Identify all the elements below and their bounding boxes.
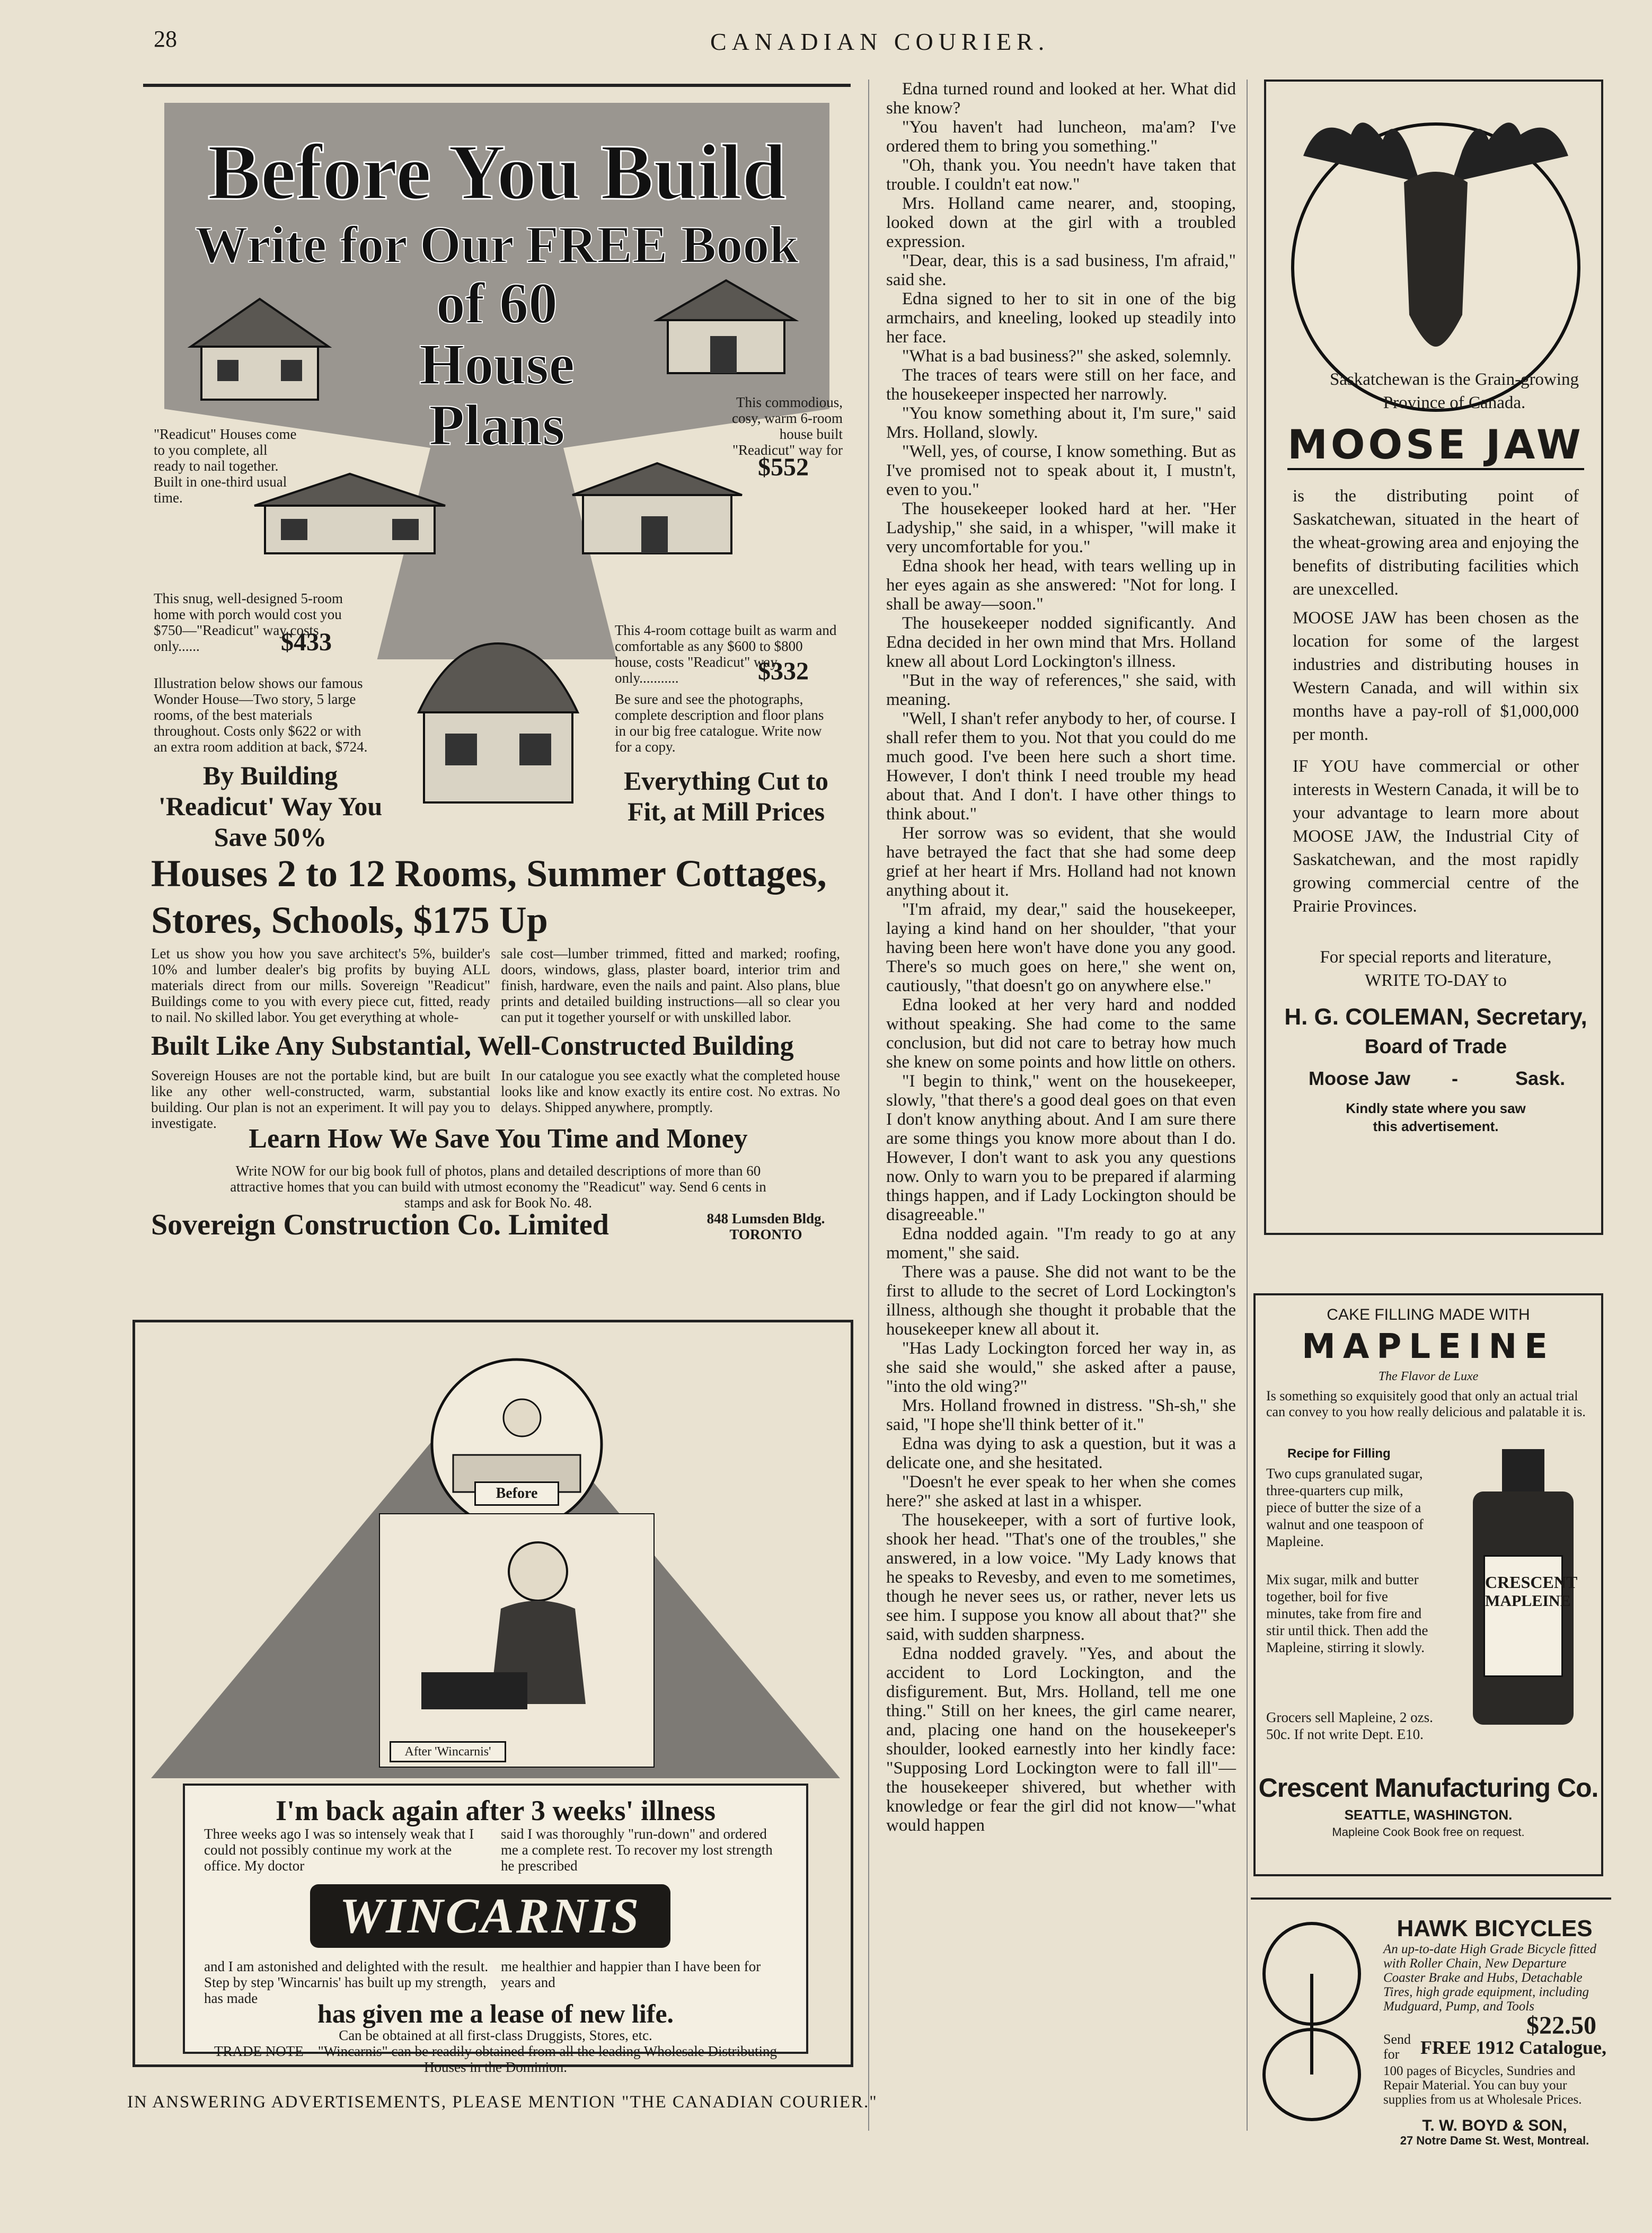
price-332: $332 xyxy=(758,657,809,685)
hawk-catalogue: FREE 1912 Catalogue, xyxy=(1420,2037,1606,2058)
slogan-save-50: By Building 'Readicut' Way You Save 50% xyxy=(158,761,383,852)
story-paragraph: "You know something about it, I'm sure," said Mrs. Holland, slowly. xyxy=(886,404,1236,442)
story-paragraph: Edna was dying to ask a question, but it was a delicate one, and she hesitated. xyxy=(886,1434,1236,1472)
story-paragraph: "What is a bad business?" she asked, solemnly. xyxy=(902,347,1232,366)
mapleine-city: SEATTLE, WASHINGTON. xyxy=(1344,1807,1513,1823)
mapleine-recipe1: Two cups granulated sugar, three-quarters cup milk, piece of butter the size of a walnut and one teaspoon of Mapleine. xyxy=(1266,1466,1424,1549)
mapleine-recipe-head: Recipe for Filling xyxy=(1287,1446,1391,1461)
story-paragraph: "Well, I shan't refer anybody to her, of course. I shall refer them to you. Not that you could do me much good. I've been here such a short time. However, I don't think I need trouble my head about that. And I don't. I have other things to think about." xyxy=(886,709,1236,824)
story-column xyxy=(886,80,1236,1835)
price-552: $552 xyxy=(758,453,809,481)
house-illustration-cottage xyxy=(567,458,747,559)
para1-right: sale cost—lumber trimmed, fitted and marked; roofing, doors, windows, glass, plaster board, interior trim and finish, hardware, even the nails and paint. Also plans, blue prints and detailed building instructions—all so clear you can put it together yourself or with unskilled labor. xyxy=(501,946,840,1025)
bottle-label-brand: CRESCENT xyxy=(1485,1573,1578,1592)
story-paragraph: Edna signed to her to sit in one of the big armchairs, and kneeling, looked up steadily into her face. xyxy=(886,289,1236,347)
sovereign-company: Sovereign Construction Co. Limited xyxy=(151,1208,609,1241)
wincarnis-ad xyxy=(132,1320,853,2075)
column-rule-right xyxy=(1247,80,1248,2131)
house-illustration-left xyxy=(180,288,339,405)
learn-heading: Learn How We Save You Time and Money xyxy=(249,1124,748,1154)
mapleine-ad xyxy=(1253,1293,1603,1876)
caption-332: This 4-room cottage built as warm and comfortable as any $600 to $800 house, costs "Readicut" way only........... xyxy=(615,622,837,686)
moose-para1: is the distributing point of Saskatchewan, situated in the heart of the wheat-growing area and enjoying the benefits of distributing facilities which are unexcelled. xyxy=(1293,487,1579,599)
moose-note: Kindly state where you saw this advertisement. xyxy=(1346,1100,1526,1134)
hawk-catalogue-body: 100 pages of Bicycles, Sundries and Repair Material. You can buy your supplies from us at Wholesale Prices. xyxy=(1383,2064,1582,2107)
wincarnis-para-left: Three weeks ago I was so intensely weak that I could not possibly continue my work at the office. My doctor xyxy=(204,1826,474,1874)
page-number: 28 xyxy=(154,26,177,52)
story-paragraph: "Well, yes, of course, I know something. But as I've promised not to speak about it, I mustn't, even to you." xyxy=(886,442,1236,499)
caption-552: This commodious, cosy, warm 6-room house built "Readicut" way for xyxy=(732,394,843,458)
mapleine-grocers: Grocers sell Mapleine, 2 ozs. 50c. If not write Dept. E10. xyxy=(1266,1709,1433,1742)
wincarnis-obtain: Can be obtained at all first-class Druggists, Stores, etc. xyxy=(339,2027,652,2043)
column-rule-left xyxy=(868,80,869,2131)
wincarnis-typist-illustration xyxy=(379,1513,655,1768)
hawk-send-for: Send for xyxy=(1383,2032,1411,2062)
story-paragraph: Edna nodded gravely. "Yes, and about the accident to Lord Lockington, and the disfigurement. But, Mrs. Holland, tell me one thing." Still on her knees, the girl came nearer, and, placing one hand on the housekeeper's shoulder, looked earnestly into her kindly face: "Supposing Lord Lockington were to fall ill"—the housekeeper shivered, but whether with knowledge or fear the girl did not know—"what would happen xyxy=(886,1644,1236,1835)
wincarnis-tagline: has given me a lease of new life. xyxy=(317,1999,674,2028)
para2-right: In our catalogue you see exactly what the completed house looks like and know exactly its entire cost. No extras. No delays. Shipped anywhere, promptly. xyxy=(501,1067,840,1115)
para1-left: Let us show you how you save architect's 5%, builder's 10% and lumber dealer's big profits by buying ALL materials direct from our mills. Sovereign "Readicut" Buildings come to you with every piece cut, fitted, ready to nail. No skilled labor. You get everything at whole- xyxy=(151,946,490,1025)
mapleine-recipe2: Mix sugar, milk and butter together, boil for five minutes, take from fire and stir until thick. Then add the Mapleine, stirring it slowly. xyxy=(1266,1572,1428,1655)
mapleine-title: MAPLEINE xyxy=(1302,1327,1555,1366)
hawk-company: T. W. BOYD & SON, xyxy=(1422,2117,1567,2134)
mapleine-intro: Is something so exquisitely good that only an actual trial can convey to you how really delicious and palatable it is. xyxy=(1266,1388,1586,1419)
house-illustration-right xyxy=(647,272,806,378)
wincarnis-para2-right: me healthier and happier than I have been for years and xyxy=(501,1958,761,1990)
slogan-mill-prices: Everything Cut to Fit, at Mill Prices xyxy=(623,766,829,826)
story-paragraph: "Doesn't he ever speak to her when she comes here?" she asked at last in a whisper. xyxy=(886,1472,1236,1511)
masthead: CANADIAN COURIER. xyxy=(710,28,1050,55)
moose-para4: For special reports and literature, WRITE TO-DAY to xyxy=(1320,948,1552,990)
sovereign-headline: Before You Build xyxy=(207,128,787,216)
sovereign-address: 848 Lumsden Bldg. TORONTO xyxy=(706,1211,825,1242)
label-after: After 'Wincarnis' xyxy=(390,1741,506,1762)
houses-heading: Houses 2 to 12 Rooms, Summer Cottages, Stores, Schools, $175 Up xyxy=(151,852,827,941)
price-433: $433 xyxy=(281,628,332,656)
moose-contact-city: Moose Jaw xyxy=(1309,1067,1411,1089)
para2-left: Sovereign Houses are not the portable kind, but are built like any other well-constructed, warm, substantial building. Our plan is not an experiment. It will pay you to investigate. xyxy=(151,1067,490,1131)
moose-contact-name: H. G. COLEMAN, Secretary, xyxy=(1284,1004,1587,1030)
wincarnis-para-right: said I was thoroughly "run-down" and ordered me a complete rest. To recover my lost strength he prescribed xyxy=(501,1826,773,1874)
story-paragraph: Edna nodded again. "I'm ready to go at any moment," she said. xyxy=(886,1224,1236,1263)
wincarnis-logo-box xyxy=(310,1884,670,1948)
wincarnis-headline: I'm back again after 3 weeks' illness xyxy=(275,1795,715,1826)
sovereign-headline-of60: of 60 xyxy=(436,271,558,336)
sovereign-headline-plans: Plans xyxy=(429,393,565,457)
bottle-label-product: MAPLEINE xyxy=(1485,1592,1571,1610)
wincarnis-trade-note: TRADE NOTE—"Wincarnis" can be readily obtained from all the leading Wholesale Distributing Houses in the Dominion. xyxy=(214,2043,777,2075)
story-paragraph: The traces of tears were still on her face, and the housekeeper inspected her narrowly. xyxy=(886,366,1236,404)
hawk-price: $22.50 xyxy=(1526,2011,1596,2040)
house-illustration-wonder xyxy=(403,633,594,808)
story-paragraph: Edna looked at her very hard and nodded without speaking. She had come to the same conclusion, but did not care to betray how much she knew on some points and how little on others. xyxy=(886,995,1236,1072)
hawk-address: 27 Notre Dame St. West, Montreal. xyxy=(1400,2134,1589,2147)
moose-intro: Saskatchewan is the Grain-growing Province of Canada. xyxy=(1329,370,1579,412)
story-paragraph: Mrs. Holland frowned in distress. "Sh-sh," she said, "I hope she'll think better of it." xyxy=(886,1396,1236,1434)
moose-contact-org: Board of Trade xyxy=(1364,1036,1507,1058)
hawk-bicycles-ad xyxy=(1251,1897,1611,2147)
story-paragraph: Edna turned round and looked at her. What did she know? xyxy=(886,80,1236,118)
story-paragraph: "Oh, thank you. You needn't have taken that trouble. I couldn't eat now." xyxy=(886,156,1236,194)
moose-para3: IF YOU have commercial or other interests in Western Canada, it will be to your advantage to learn more about MOOSE JAW, the Industrial City of Saskatchewan, and the most rapidly growing commercial centre of the Prairie Provinces. xyxy=(1293,757,1579,916)
mapleine-bottle xyxy=(1462,1449,1584,1725)
story-paragraph: Edna shook her head, with tears welling up in her eyes again as she answered: "Not for long. I shall be away—soon." xyxy=(886,557,1236,614)
page-footer: IN ANSWERING ADVERTISEMENTS, PLEASE MENTION "THE CANADIAN COURIER." xyxy=(127,2093,878,2112)
wincarnis-before-illustration xyxy=(421,1354,612,1534)
built-heading: Built Like Any Substantial, Well-Constructed Building xyxy=(151,1031,794,1061)
story-paragraph: "I'm afraid, my dear," said the housekeeper, laying a kind hand on her shoulder, "that your having been here won't have done you any good. There's so much goes on here," she went on, cautiously, "that doesn't go on anywhere else." xyxy=(886,900,1236,995)
moose-contact-dash: - xyxy=(1452,1067,1458,1089)
moose-para2: MOOSE JAW has been chosen as the location for some of the largest industries and distributing houses in Western Canada, and will within six months have a pay-roll of $1,000,000 per month. xyxy=(1293,608,1579,744)
caption-wonder-house: Illustration below shows our famous Wonder House—Two story, 5 large rooms, of the best materials throughout. Costs only $622 or with an extra room addition at back, $724. xyxy=(154,675,368,755)
moose-title: MOOSE JAW xyxy=(1287,421,1584,470)
bicycle-illustration xyxy=(1251,1921,1373,2122)
story-paragraph: The housekeeper, with a sort of furtive look, shook her head. "That's one of the troubles," she answered, in a low voice. "My Lady knows that he speaks to Revesby, and even to me sometimes, though he never sees us, or rather, never lets us see him. I suppose you know all about that?" she said, with sudden sharpness. xyxy=(886,1511,1236,1644)
moose-contact-prov: Sask. xyxy=(1515,1067,1566,1089)
story-paragraph: "Dear, dear, this is a sad business, I'm afraid," said she. xyxy=(886,251,1236,289)
story-paragraph: The housekeeper nodded significantly. And Edna decided in her own mind that Mrs. Holland knew all about Lord Lockington's illness. xyxy=(886,614,1236,671)
mapleine-subtitle: The Flavor de Luxe xyxy=(1378,1370,1479,1383)
hawk-body: An up-to-date High Grade Bicycle fitted with Roller Chain, New Departure Coaster Brake and Hubs, Detachable Tires, high grade equipment, including Mudguard, Pump, and Tools xyxy=(1383,1942,1596,2014)
story-paragraph: There was a pause. She did not want to be the first to allude to the secret of Lord Lockington's illness, although she thought it probable that the housekeeper knew all about it. xyxy=(886,1263,1236,1339)
para3: Write NOW for our big book full of photos, plans and detailed descriptions of more than 60 attractive homes that you can build with utmost economy the "Readicut" way. Send 6 cents in stamps and ask for Book No. 48. xyxy=(230,1163,766,1211)
mapleine-cookbook: Mapleine Cook Book free on request. xyxy=(1332,1825,1525,1839)
mapleine-kicker: CAKE FILLING MADE WITH xyxy=(1327,1306,1530,1323)
mapleine-company: Crescent Manufacturing Co. xyxy=(1258,1773,1598,1803)
sovereign-subheadline: Write for Our FREE Book xyxy=(195,215,799,274)
story-paragraph: "Has Lady Lockington forced her way in, as she said she would," she asked after a pause, "into the old wing?" xyxy=(886,1339,1236,1396)
wincarnis-logo: WINCARNIS xyxy=(339,1888,641,1944)
story-paragraph: "You haven't had luncheon, ma'am? I've ordered them to bring you something." xyxy=(886,118,1236,156)
story-paragraph: "But in the way of references," she said, with meaning. xyxy=(886,671,1236,709)
story-paragraph: Her sorrow was so evident, that she would have betrayed the fact that she had some deep grief at her heart if Mrs. Holland had not known anything about it. xyxy=(886,824,1236,900)
label-before: Before xyxy=(474,1481,559,1506)
caption-readicut: "Readicut" Houses come to you complete, all ready to nail together. Built in one-third usual time. xyxy=(154,426,297,506)
hawk-title: HAWK BICYCLES xyxy=(1397,1916,1593,1941)
story-paragraph: The housekeeper looked hard at her. "Her Ladyship," she said, in a whisper, "will make it very uncomfortable for you." xyxy=(886,499,1236,557)
sovereign-ad xyxy=(143,84,851,1266)
story-paragraph: "I begin to think," went on the housekeeper, slowly, "that there's a good deal goes on that even I don't know anything about. And I am sure there are some things you know more about than I do. However, I don't want to ask you any questions now. Only to warn you to be prepared if alarming things happen, and if Lady Lockington should be disagreeable." xyxy=(886,1072,1236,1224)
caption-photos: Be sure and see the photographs, complete description and floor plans in our big free catalogue. Write now for a copy. xyxy=(615,691,824,755)
moose-jaw-ad xyxy=(1264,80,1603,1235)
caption-433: This snug, well-designed 5-room home with porch would cost you $750—"Readicut" way costs only...... xyxy=(154,590,343,654)
story-paragraph: Mrs. Holland came nearer, and, stooping, looked down at the girl with a troubled expression. xyxy=(886,194,1236,251)
wincarnis-para2-left: and I am astonished and delighted with the result. Step by step 'Wincarnis' has built up my strength, has made xyxy=(204,1958,489,2006)
sovereign-headline-house: House xyxy=(419,332,575,396)
